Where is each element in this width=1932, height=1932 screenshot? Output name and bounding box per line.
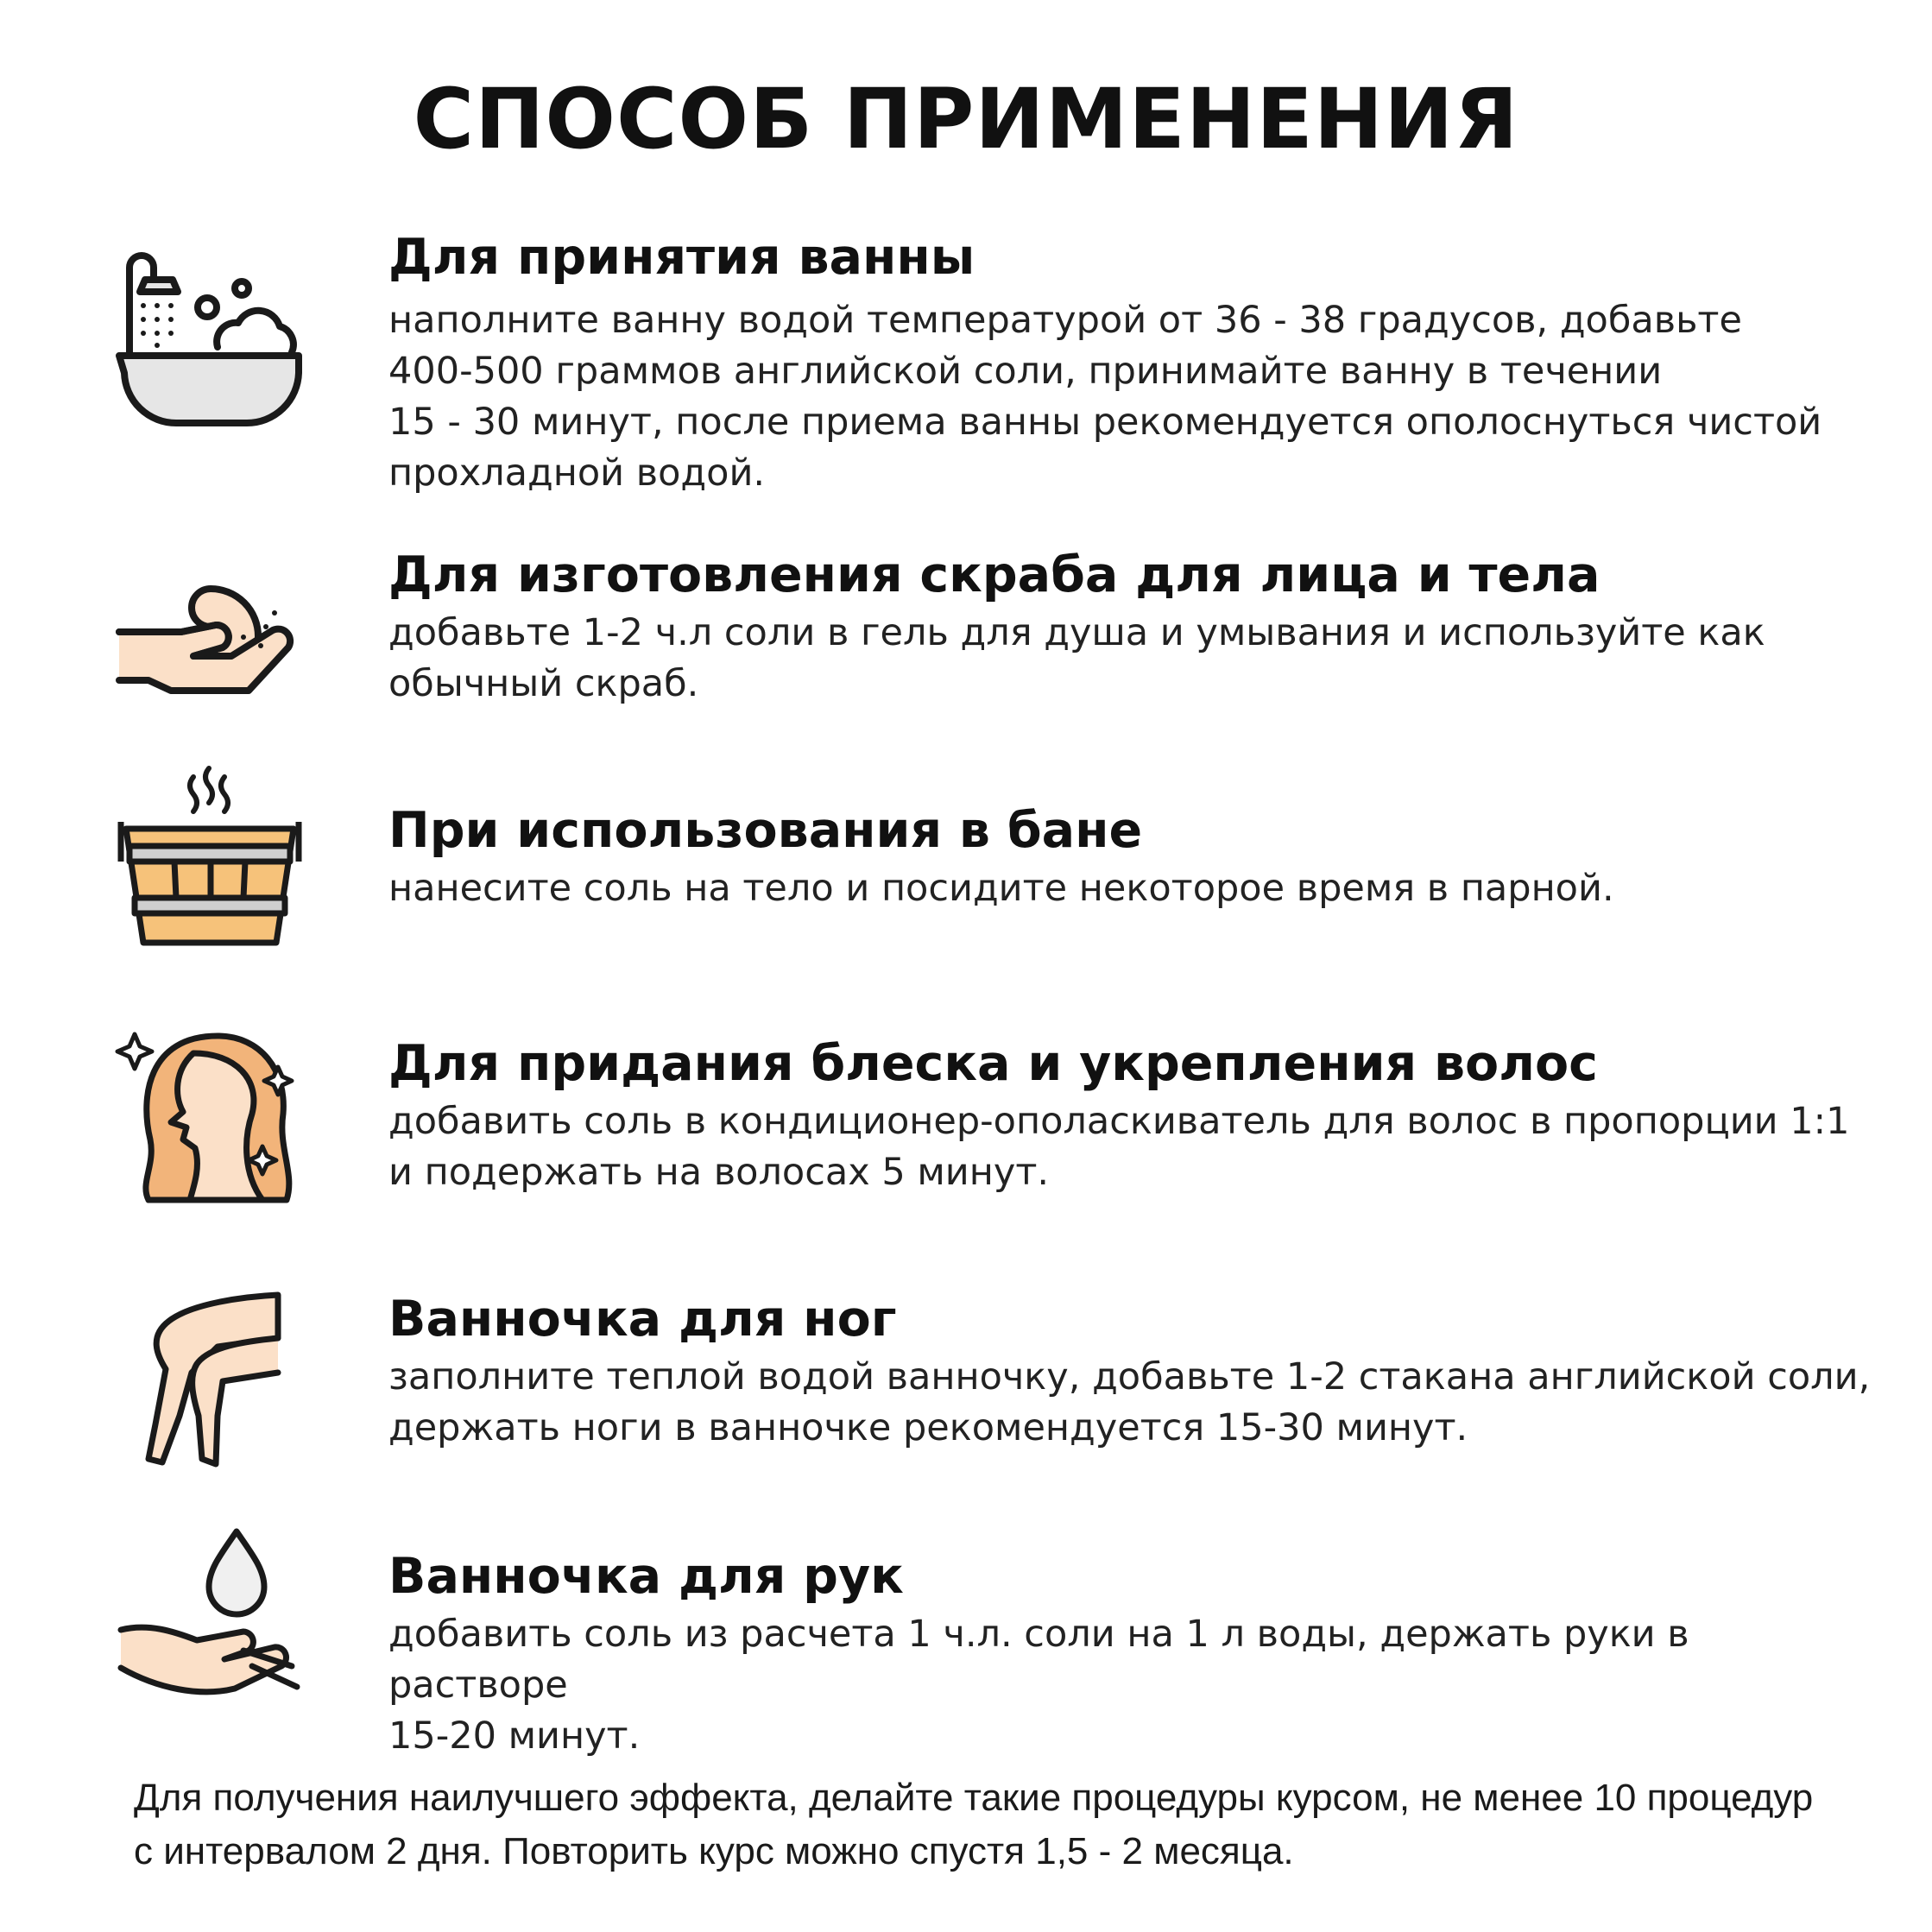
footer-note: Для получения наилучшего эффекта, делайте такие процедуры курсом, не менее 10 процедур с интервалом 2 дня. Повторить курс можно спустя 1,5 - 2 месяца.	[134, 1777, 1814, 1872]
item-description: добавьте 1-2 ч.л соли в гель для душа и умывания и используйте как обычный скраб.	[388, 611, 1765, 705]
scrub-hand-icon	[114, 535, 313, 734]
woman-hair-icon	[114, 1019, 313, 1217]
hand-drop-icon	[114, 1519, 313, 1718]
item-description: наполните ванну водой температурой от 36 - 38 градусов, добавьте 400-500 граммов английской соли, принимайте ванну в течении 15 - 30 минут, после приема ванны рекомендуется ополоснуться чистой прохладной водой.	[388, 299, 1822, 495]
item-title: Ванночка для рук	[388, 1548, 904, 1605]
item-title: При использования в бане	[388, 802, 1143, 859]
item-description: нанесите соль на тело и посидите некоторое время в парной.	[388, 867, 1614, 910]
item-description: добавить соль в кондиционер-ополаскиватель для волос в пропорции 1:1 и подержать на волосах 5 минут.	[388, 1100, 1850, 1194]
item-title: Ванночка для ног	[388, 1291, 897, 1348]
item-title: Для изготовления скраба для лица и тела	[388, 546, 1601, 603]
item-title: Для придания блеска и укрепления волос	[388, 1035, 1598, 1092]
sauna-bucket-icon	[114, 760, 313, 958]
item-title: Для принятия ванны	[388, 229, 975, 286]
bathtub-icon	[114, 243, 313, 442]
item-description: заполните теплой водой ванночку, добавьте 1-2 стакана английской соли, держать ноги в ванночке рекомендуется 15-30 минут.	[388, 1355, 1871, 1449]
item-description: добавить соль из расчета 1 ч.л. соли на 1 л воды, держать руки в растворе 15-20 минут.	[388, 1613, 1689, 1758]
page-title: СПОСОБ ПРИМЕНЕНИЯ	[413, 71, 1519, 167]
legs-icon	[114, 1286, 313, 1485]
